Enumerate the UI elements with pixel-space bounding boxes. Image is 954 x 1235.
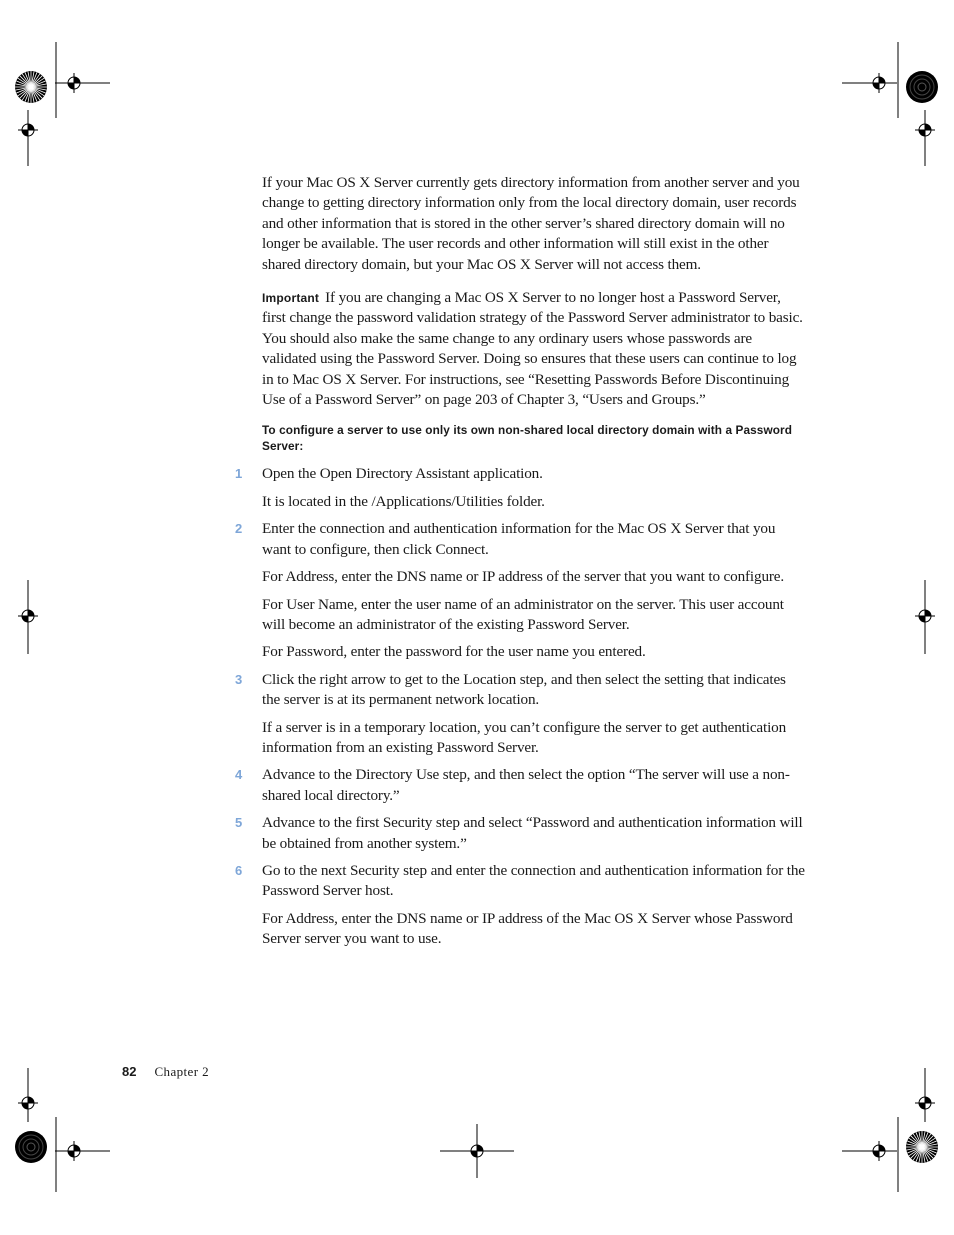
step-number: 4 bbox=[235, 767, 243, 783]
steps-list bbox=[235, 464, 807, 949]
step-detail: For User Name, enter the user name of an administrator on the server. This user account will become an administrator of the existing Password Server. bbox=[262, 595, 784, 633]
page-number: 82 bbox=[122, 1064, 137, 1079]
chapter-label: Chapter 2 bbox=[154, 1064, 209, 1079]
step-5 bbox=[235, 813, 807, 854]
step-text: Open the Open Directory Assistant application. bbox=[262, 465, 543, 483]
important-label: Important bbox=[262, 291, 320, 306]
important-text: If you are changing a Mac OS X Server to no longer host a Password Server, first change the password validation strategy of the Password Server administrator to basic. You should also make the same change to any ordinary users whose passwords are validated using the Password Server. Doing so ensures that these users can continue to log in to Mac OS X Server. For instructions, see “Resetting Passwords Before Discontinuing Use of a Password Server” on page 203 of Chapter 3, “Users and Groups.” bbox=[262, 289, 803, 409]
important-note bbox=[262, 288, 807, 410]
step-number: 6 bbox=[235, 862, 243, 878]
step-number: 5 bbox=[235, 815, 243, 831]
step-number: 3 bbox=[235, 671, 243, 687]
step-detail: For Password, enter the password for the user name you entered. bbox=[262, 643, 646, 661]
step-text: Advance to the first Security step and select “Password and authentication information will be obtained from another system.” bbox=[262, 814, 803, 852]
step-text: Enter the connection and authentication information for the Mac OS X Server that you want to configure, then click Connect. bbox=[262, 520, 776, 558]
step-2 bbox=[235, 519, 807, 560]
page-body bbox=[235, 173, 807, 957]
step-text: Advance to the Directory Use step, and then select the option “The server will use a non-shared local directory.” bbox=[262, 766, 790, 804]
step-6 bbox=[235, 861, 807, 902]
step-3 bbox=[235, 670, 807, 711]
step-4 bbox=[235, 765, 807, 806]
task-heading: To configure a server to use only its own non-shared local directory domain with a Password Server: bbox=[262, 423, 793, 453]
step-detail: It is located in the /Applications/Utilities folder. bbox=[262, 492, 545, 510]
step-text: Click the right arrow to get to the Location step, and then select the setting that indicates the server is at its permanent network location. bbox=[262, 670, 786, 709]
step-number: 2 bbox=[235, 521, 243, 537]
step-number: 1 bbox=[235, 466, 243, 482]
step-detail: For Address, enter the DNS name or IP address of the server that you want to configure. bbox=[262, 568, 785, 586]
step-1 bbox=[235, 464, 807, 484]
step-text: Go to the next Security step and enter the connection and authentication information for the Password Server host. bbox=[262, 861, 805, 900]
intro-paragraph: If your Mac OS X Server currently gets directory information from another server and you change to getting directory information only from the local directory domain, user records and other information that is stored in the other server’s shared directory domain will no longer be available. The user records and other information will still exist in the other shared directory domain, but your Mac OS X Server will not access them. bbox=[262, 174, 800, 273]
step-detail: If a server is in a temporary location, you can’t configure the server to get authentication information from an existing Password Server. bbox=[262, 718, 787, 756]
page-footer bbox=[122, 1064, 209, 1080]
step-detail: For Address, enter the DNS name or IP address of the Mac OS X Server whose Password Server server you want to use. bbox=[262, 909, 793, 948]
